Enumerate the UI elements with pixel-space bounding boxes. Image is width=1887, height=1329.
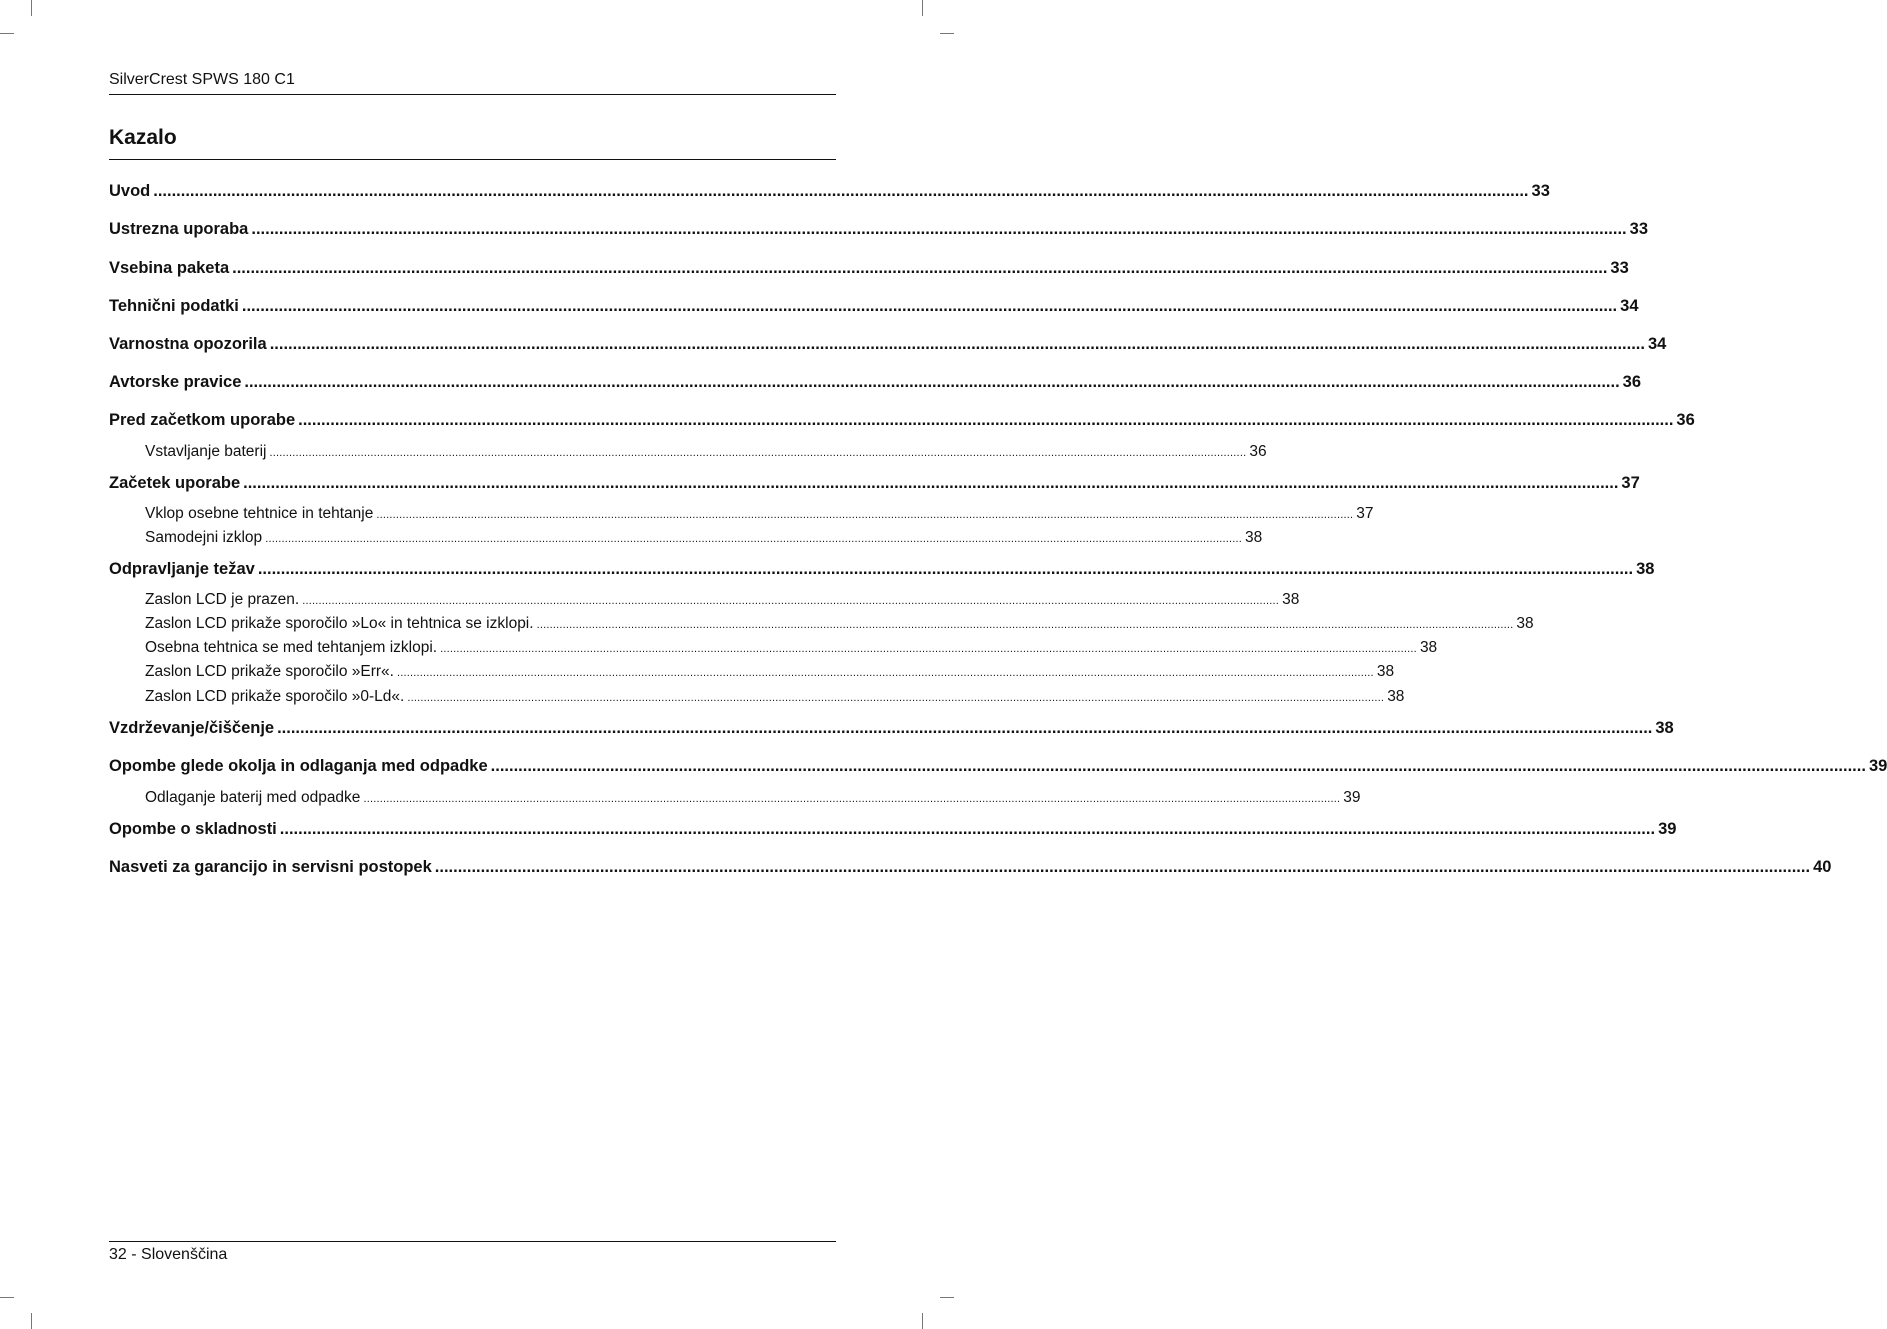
toc-entry-title: Opombe glede okolja in odlaganja med odpadke	[109, 757, 488, 775]
toc-entry-title: Varnostna opozorila	[109, 335, 267, 353]
toc-leader-dots: ............................................................................................................................................................................................................................................................................................................	[277, 719, 1653, 737]
footer-rule	[109, 1241, 836, 1242]
toc-subentry[interactable]	[145, 591, 1300, 609]
toc-entry-page-number: 36	[1622, 373, 1642, 391]
crop-mark-bottom-right	[922, 1313, 923, 1329]
crop-mark-top-right	[922, 0, 923, 16]
crop-mark-bottom-right-h	[940, 1297, 954, 1298]
running-header: SilverCrest SPWS 180 C1	[109, 71, 295, 88]
toc-entry-page-number: 38	[1419, 639, 1438, 656]
toc-leader-dots: ............................................................................................................................................................................................................................................................................................................	[298, 411, 1674, 429]
toc-leader-dots: ............................................................................................................................................................................................................................................................................................................	[302, 595, 1280, 607]
toc-entry-title: Vsebina paketa	[109, 259, 230, 277]
page-footer: 32 - Slovenščina	[109, 1246, 228, 1263]
toc-entry-title: Vklop osebne tehtnice in tehtanje	[145, 505, 374, 522]
toc-entry-page-number: 34	[1647, 335, 1667, 353]
toc-entry-page-number: 38	[1655, 719, 1674, 737]
toc-entry[interactable]	[109, 820, 1677, 839]
toc-entry[interactable]	[109, 297, 1639, 316]
toc-entry-page-number: 37	[1356, 505, 1374, 522]
toc-leader-dots: ............................................................................................................................................................................................................................................................................................................	[265, 533, 1243, 545]
toc-leader-dots: ............................................................................................................................................................................................................................................................................................................	[153, 182, 1529, 200]
toc-entry[interactable]	[109, 220, 1649, 239]
toc-entry[interactable]	[109, 335, 1667, 354]
toc-leader-dots: ............................................................................................................................................................................................................................................................................................................	[232, 259, 1608, 277]
toc-entry-page-number: 38	[1636, 560, 1655, 578]
toc-subentry[interactable]	[145, 505, 1374, 523]
crop-mark-top-left-h	[0, 33, 14, 34]
toc-entry-title: Uvod	[109, 182, 151, 200]
toc-entry-page-number: 33	[1610, 259, 1629, 277]
toc-leader-dots: ............................................................................................................................................................................................................................................................................................................	[363, 793, 1341, 805]
toc-entry[interactable]	[109, 373, 1642, 392]
toc-entry-page-number: 38	[1245, 529, 1263, 546]
toc-entry-page-number: 38	[1282, 591, 1300, 608]
toc-entry-page-number: 38	[1376, 663, 1395, 680]
toc-entry-title: Zaslon LCD prikaže sporočilo »0-Ld«.	[145, 688, 405, 705]
toc-leader-dots: ............................................................................................................................................................................................................................................................................................................	[269, 335, 1645, 353]
crop-mark-bottom-left-h	[0, 1297, 14, 1298]
toc-subentry[interactable]	[145, 529, 1263, 547]
toc-entry-title: Opombe o skladnosti	[109, 820, 277, 838]
toc-entry-page-number: 34	[1620, 297, 1639, 315]
toc-entry[interactable]	[109, 182, 1550, 201]
toc-entry[interactable]	[109, 411, 1695, 430]
toc-entry-title: Odpravljanje težav	[109, 560, 255, 578]
toc-entry[interactable]	[109, 757, 1887, 776]
toc-entry-title: Zaslon LCD prikaže sporočilo »Err«.	[145, 663, 394, 680]
page-title: Kazalo	[109, 126, 177, 149]
toc-entry-page-number: 40	[1813, 858, 1832, 876]
toc-entry-title: Nasveti za garancijo in servisni postopek	[109, 858, 432, 876]
crop-mark-top-left	[31, 0, 32, 16]
toc-entry-title: Odlaganje baterij med odpadke	[145, 789, 361, 806]
toc-entry-page-number: 36	[1676, 411, 1695, 429]
toc-entry-title: Avtorske pravice	[109, 373, 242, 391]
toc-entry-title: Zaslon LCD je prazen.	[145, 591, 300, 608]
crop-mark-bottom-left	[31, 1313, 32, 1329]
toc-subentry[interactable]	[145, 688, 1405, 706]
toc-leader-dots: ............................................................................................................................................................................................................................................................................................................	[251, 220, 1627, 238]
toc-entry-title: Tehnični podatki	[109, 297, 239, 315]
toc-subentry[interactable]	[145, 639, 1438, 657]
toc-entry-page-number: 39	[1868, 757, 1887, 775]
toc-leader-dots: ............................................................................................................................................................................................................................................................................................................	[269, 447, 1247, 459]
toc-entry-title: Začetek uporabe	[109, 474, 241, 492]
toc-leader-dots: ............................................................................................................................................................................................................................................................................................................	[279, 820, 1656, 838]
crop-mark-top-right-h	[940, 33, 954, 34]
header-rule	[109, 94, 836, 95]
toc-subentry[interactable]	[145, 443, 1267, 461]
toc-leader-dots: ............................................................................................................................................................................................................................................................................................................	[434, 858, 1811, 876]
toc-subentry[interactable]	[145, 789, 1361, 807]
toc-entry[interactable]	[109, 560, 1655, 579]
toc-entry-page-number: 39	[1343, 789, 1361, 806]
toc-entry-title: Zaslon LCD prikaže sporočilo »Lo« in tehtnica se izklopi.	[145, 615, 534, 632]
toc-entry[interactable]	[109, 259, 1629, 278]
toc-entry[interactable]	[109, 858, 1832, 877]
toc-entry-title: Ustrezna uporaba	[109, 220, 249, 238]
title-rule	[109, 159, 836, 160]
toc-leader-dots: ............................................................................................................................................................................................................................................................................................................	[376, 509, 1354, 521]
toc-leader-dots: ............................................................................................................................................................................................................................................................................................................	[396, 667, 1374, 679]
toc-entry[interactable]	[109, 719, 1674, 738]
toc-subentry[interactable]	[145, 663, 1395, 681]
toc-leader-dots: ............................................................................................................................................................................................................................................................................................................	[407, 692, 1385, 704]
toc-entry-page-number: 37	[1621, 474, 1640, 492]
toc-entry-page-number: 33	[1531, 182, 1550, 200]
toc-leader-dots: ............................................................................................................................................................................................................................................................................................................	[243, 474, 1619, 492]
toc-entry-title: Osebna tehtnica se med tehtanjem izklopi.	[145, 639, 438, 656]
toc-leader-dots: ............................................................................................................................................................................................................................................................................................................	[244, 373, 1620, 391]
toc-leader-dots: ............................................................................................................................................................................................................................................................................................................	[440, 643, 1417, 655]
toc-leader-dots: ............................................................................................................................................................................................................................................................................................................	[257, 560, 1634, 578]
toc-leader-dots: ............................................................................................................................................................................................................................................................................................................	[490, 757, 1866, 775]
toc-entry-page-number: 33	[1629, 220, 1649, 238]
toc-subentry[interactable]	[145, 615, 1534, 633]
toc-entry[interactable]	[109, 474, 1640, 493]
toc-entry-title: Samodejni izklop	[145, 529, 263, 546]
toc-entry-page-number: 38	[1516, 615, 1534, 632]
toc-leader-dots: ............................................................................................................................................................................................................................................................................................................	[241, 297, 1618, 315]
toc-entry-page-number: 38	[1387, 688, 1405, 705]
toc-leader-dots: ............................................................................................................................................................................................................................................................................................................	[536, 619, 1514, 631]
toc-entry-page-number: 39	[1658, 820, 1677, 838]
toc-entry-title: Vstavljanje baterij	[145, 443, 267, 460]
toc-entry-title: Pred začetkom uporabe	[109, 411, 296, 429]
toc-entry-page-number: 36	[1249, 443, 1267, 460]
toc-entry-title: Vzdrževanje/čiščenje	[109, 719, 275, 737]
